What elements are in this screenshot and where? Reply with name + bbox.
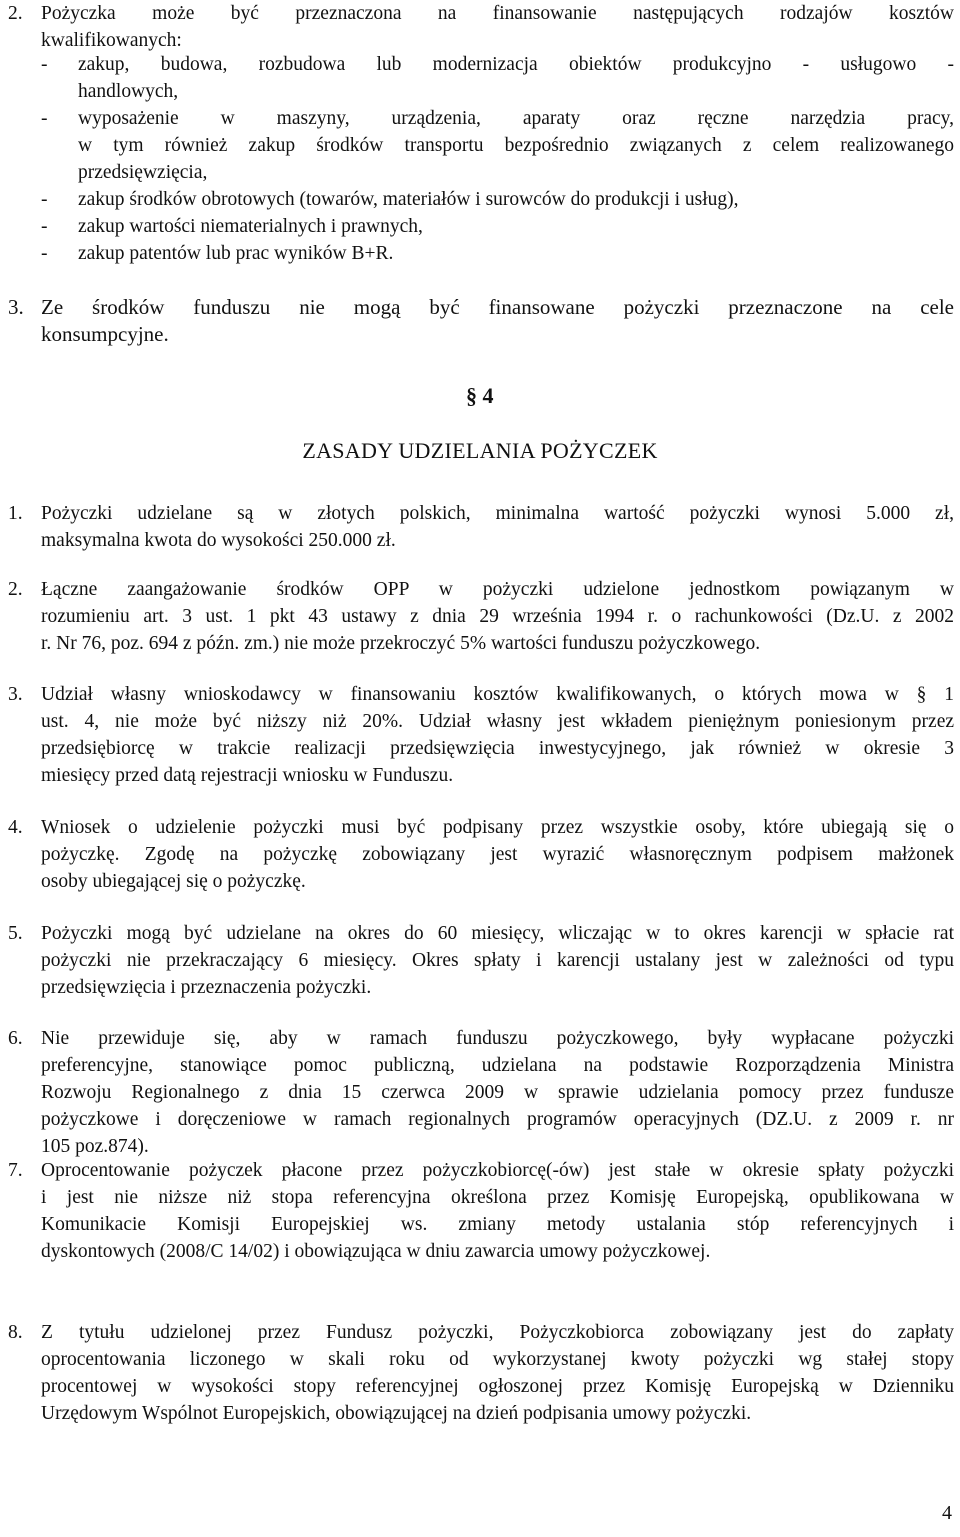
- list-dash: -: [41, 216, 48, 237]
- paragraph-sign: §: [466, 383, 477, 408]
- item-text: [41, 576, 954, 657]
- text-line: preferencyjne, stanowiące pomoc publiczną, udzielana na podstawie Rozporządzenia Ministra: [41, 1055, 954, 1076]
- text-line: zakup, budowa, rozbudowa lub modernizacja obiektów produkcyjno - usługowo -: [78, 54, 954, 75]
- list-item-text: [78, 213, 954, 240]
- item-text: [41, 0, 954, 54]
- text-line: oprocentowania liczonego w skali roku od wykorzystanej kwoty pożyczki wg stałej stopy: [41, 1349, 954, 1370]
- text-line: Pożyczki mogą być udzielane na okres do 60 miesięcy, wliczając w to okres karencji w spłacie rat: [41, 923, 954, 944]
- text-line: Wniosek o udzielenie pożyczki musi być podpisany przez wszystkie osoby, które ubiegają się o: [41, 817, 954, 838]
- item-number: 2.: [8, 3, 23, 24]
- list-dash: -: [41, 54, 48, 75]
- text-line: zakup patentów lub prac wyników B+R.: [78, 243, 394, 264]
- list-item-text: [78, 240, 954, 267]
- text-line: zakup środków obrotowych (towarów, materiałów i surowców do produkcji i usług),: [78, 189, 739, 210]
- item-number: 8.: [8, 1322, 23, 1343]
- page-number: 4: [942, 1502, 952, 1524]
- list-dash: -: [41, 108, 48, 129]
- text-line: Pożyczka może być przeznaczona na finansowanie następujących rodzajów kosztów: [41, 3, 954, 24]
- list-item-text: [78, 51, 954, 78]
- item-text: [41, 814, 954, 895]
- text-line: zakup wartości niematerialnych i prawnych,: [78, 216, 423, 237]
- item-text: [41, 681, 954, 789]
- item-number: 5.: [8, 923, 23, 944]
- text-line: maksymalna kwota do wysokości 250.000 zł.: [41, 530, 396, 551]
- text-line: Ze środków funduszu nie mogą być finansowane pożyczki przeznaczone na cele: [41, 295, 954, 319]
- item-text: [41, 1025, 954, 1160]
- item-number: 3.: [8, 295, 24, 319]
- text-line: przedsiębiorcę w trakcie realizacji przedsięwzięcia inwestycyjnego, jak również w okresie 3: [41, 738, 954, 759]
- text-line: pożyczki nie przekraczający 6 miesięcy. Okres spłaty i karencji ustalany jest w zależności od typu: [41, 950, 954, 971]
- text-line: Komunikacie Komisji Europejskiej ws. zmiany metody ustalania stóp referencyjnych i: [41, 1214, 954, 1235]
- section-symbol: [466, 382, 494, 409]
- item-number: 4.: [8, 817, 23, 838]
- item-number: 3.: [8, 684, 23, 705]
- text-line: wyposażenie w maszyny, urządzenia, aparaty oraz ręczne narzędzia pracy,: [78, 108, 954, 129]
- text-line: Pożyczki udzielane są w złotych polskich, minimalna wartość pożyczki wynosi 5.000 zł,: [41, 503, 954, 524]
- text-line: Udział własny wnioskodawcy w finansowaniu kosztów kwalifikowanych, o których mowa w § 1: [41, 684, 954, 705]
- text-line: procentowej w wysokości stopy referencyjnej ogłoszonej przez Komisję Europejską w Dzienniku: [41, 1376, 954, 1397]
- text-line: Oprocentowanie pożyczek płacone przez pożyczkobiorcę(-ów) jest stałe w okresie spłaty pożyczki: [41, 1160, 954, 1181]
- item-text: [41, 1157, 954, 1265]
- text-line: rozumieniu art. 3 ust. 1 pkt 43 ustawy z dnia 29 września 1994 r. o rachunkowości (Dz.U. z 2002: [41, 606, 954, 627]
- list-item-text: [78, 186, 954, 213]
- text-line: kwalifikowanych:: [41, 30, 182, 51]
- text-line: pożyczkę. Zgodę na pożyczkę zobowiązany jest wyrazić własnoręcznym podpisem małżonek: [41, 844, 954, 865]
- text-line: ust. 4, nie może być niższy niż 20%. Udział własny jest wkładem pieniężnym poniesionym przez: [41, 711, 954, 732]
- text-line: miesięcy przed datą rejestracji wniosku w Funduszu.: [41, 765, 454, 786]
- item-number: 6.: [8, 1028, 23, 1049]
- text-line: Urzędowym Wspólnot Europejskich, obowiązującej na dzień podpisania umowy pożyczki.: [41, 1403, 752, 1424]
- item-text: [41, 294, 954, 348]
- text-line: przedsięwzięcia i przeznaczenia pożyczki.: [41, 977, 372, 998]
- text-line: i jest nie niższe niż stopa referencyjna określona przez Komisję Europejską, opublikowana w: [41, 1187, 954, 1208]
- text-line: dyskontowych (2008/C 14/02) i obowiązująca w dniu zawarcia umowy pożyczkowej.: [41, 1241, 711, 1262]
- item-text: [41, 1319, 954, 1427]
- item-text: [41, 500, 954, 554]
- item-number: 1.: [8, 503, 23, 524]
- text-line: Łączne zaangażowanie środków OPP w pożyczki udzielone jednostkom powiązanym w: [41, 579, 954, 600]
- list-dash: -: [41, 189, 48, 210]
- item-number: 2.: [8, 579, 23, 600]
- section-title: ZASADY UDZIELANIA POŻYCZEK: [302, 438, 658, 463]
- text-line: Nie przewiduje się, aby w ramach funduszu pożyczkowego, były wypłacane pożyczki: [41, 1028, 954, 1049]
- text-line: przedsięwzięcia,: [78, 162, 208, 183]
- text-line: Z tytułu udzielonej przez Fundusz pożyczki, Pożyczkobiorca zobowiązany jest do zapłaty: [41, 1322, 954, 1343]
- text-line: osoby ubiegającej się o pożyczkę.: [41, 871, 306, 892]
- item-number: 7.: [8, 1160, 23, 1181]
- text-line: r. Nr 76, poz. 694 z późn. zm.) nie może przekroczyć 5% wartości funduszu pożyczkowego.: [41, 633, 761, 654]
- item-text: [41, 920, 954, 1001]
- list-item-text: [78, 78, 954, 105]
- section-number: 4: [482, 383, 494, 408]
- text-line: konsumpcyjne.: [41, 322, 169, 346]
- text-line: w tym również zakup środków transportu bezpośrednio związanych z celem realizowanego: [78, 135, 954, 156]
- text-line: pożyczkowe i doręczeniowe w ramach regionalnych programów operacyjnych (DZ.U. z 2009 r. nr: [41, 1109, 954, 1130]
- text-line: handlowych,: [78, 81, 179, 102]
- text-line: Rozwoju Regionalnego z dnia 15 czerwca 2009 w sprawie udzielania pomocy przez fundusze: [41, 1082, 954, 1103]
- list-item-text: [78, 105, 954, 186]
- list-dash: -: [41, 243, 48, 264]
- text-line: 105 poz.874).: [41, 1136, 149, 1157]
